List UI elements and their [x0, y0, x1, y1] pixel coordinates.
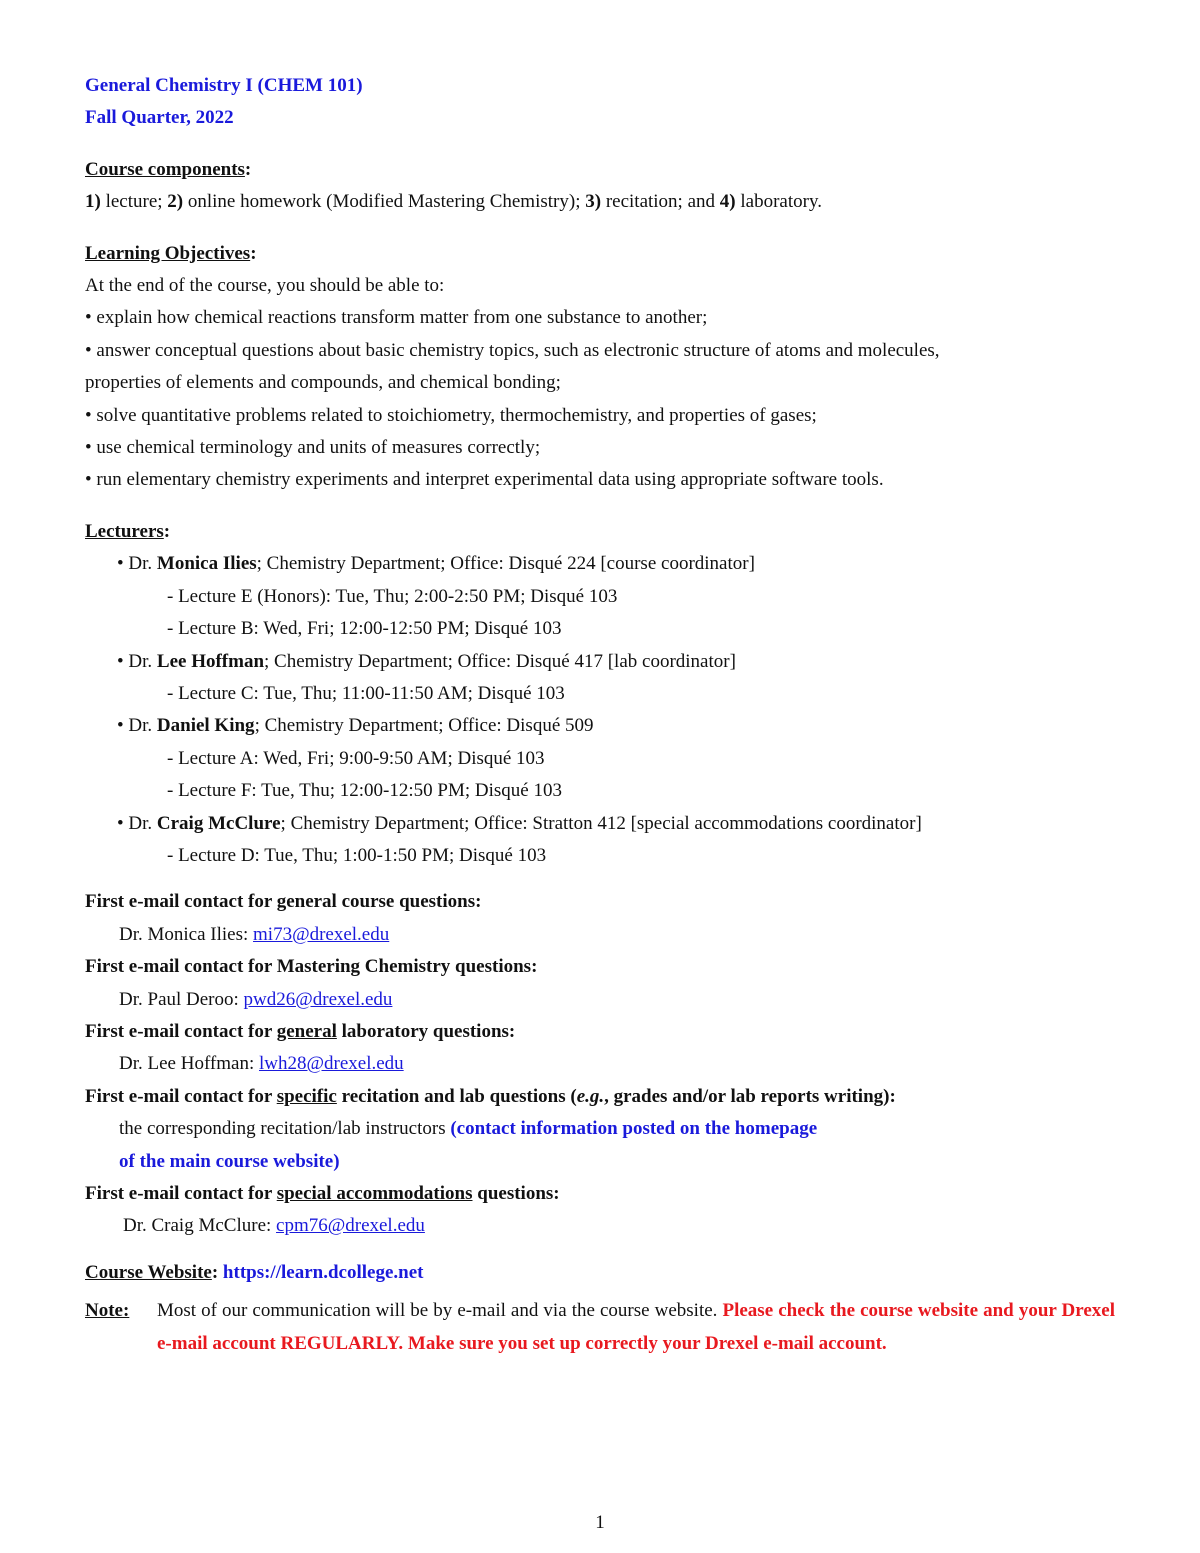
email-link-pwd26[interactable]: pwd26@drexel.edu	[243, 988, 393, 1010]
contact-recitation-heading: First e-mail contact for specific recitation and lab questions (e.g., grades and/or lab reports writing):	[85, 1085, 896, 1107]
note-text: Most of our communication will be by e-mail and via the course website. Please check the course website and your Drexel e-mail account REGULARLY. Make sure you set up correctly your Drexel e-mail account.	[157, 1300, 1115, 1354]
contact-accommodations: Dr. Craig McClure: cpm76@drexel.edu	[123, 1215, 425, 1237]
objective-item: • run elementary chemistry experiments and interpret experimental data using appropriate software tools.	[85, 469, 884, 491]
objective-item: • explain how chemical reactions transform matter from one substance to another;	[85, 307, 708, 329]
note-label: Note:	[85, 1300, 130, 1322]
lecture-section: - Lecture D: Tue, Thu; 1:00-1:50 PM; Disqué 103	[167, 844, 547, 866]
lecturer-name: Monica Ilies	[156, 553, 257, 575]
lecture-section: - Lecture F: Tue, Thu; 12:00-12:50 PM; Disqué 103	[167, 780, 562, 802]
course-website-link[interactable]: https://learn.dcollege.net	[222, 1261, 424, 1283]
email-link-mi73[interactable]: mi73@drexel.edu	[253, 923, 390, 945]
lecturer-entry: • Dr. Daniel King; Chemistry Department; Office: Disqué 509	[117, 715, 594, 737]
learning-objectives-heading: Learning Objectives:	[85, 242, 257, 264]
contact-mastering-heading: First e-mail contact for Mastering Chemistry questions:	[85, 956, 538, 978]
note-emphasis: Please check the course website and your Drexel e-mail account REGULARLY. Make sure you set up correctly your Drexel e-mail account.	[157, 1300, 1115, 1354]
email-link-cpm76[interactable]: cpm76@drexel.edu	[276, 1215, 425, 1237]
contact-lab: Dr. Lee Hoffman: lwh28@drexel.edu	[119, 1053, 404, 1075]
syllabus-page	[85, 70, 1120, 1360]
objectives-intro: At the end of the course, you should be able to:	[85, 275, 445, 297]
course-components-heading: Course components:	[85, 158, 252, 180]
contact-general: Dr. Monica Ilies: mi73@drexel.edu	[119, 923, 390, 945]
lecturers-heading: Lecturers:	[85, 520, 171, 542]
lecture-section: - Lecture E (Honors): Tue, Thu; 2:00-2:50 PM; Disqué 103	[167, 585, 618, 607]
note-block	[85, 1295, 1120, 1360]
email-link-lwh28[interactable]: lwh28@drexel.edu	[259, 1053, 404, 1075]
contact-lab-heading: First e-mail contact for general laboratory questions:	[85, 1020, 516, 1042]
objective-item-continued: properties of elements and compounds, and chemical bonding;	[85, 372, 561, 394]
contact-recitation: the corresponding recitation/lab instructors (contact information posted on the homepage	[119, 1118, 818, 1140]
lecture-section: - Lecture A: Wed, Fri; 9:00-9:50 AM; Disqué 103	[167, 747, 545, 769]
course-title: General Chemistry I (CHEM 101)	[85, 75, 363, 96]
lecture-section: - Lecture C: Tue, Thu; 11:00-11:50 AM; Disqué 103	[167, 682, 565, 704]
lecturer-entry: • Dr. Craig McClure; Chemistry Department; Office: Stratton 412 [special accommodations coordinator]	[117, 812, 922, 834]
contact-recitation-note: of the main course website)	[119, 1150, 340, 1172]
contact-mastering: Dr. Paul Deroo: pwd26@drexel.edu	[119, 988, 393, 1010]
objective-item: • solve quantitative problems related to stoichiometry, thermochemistry, and properties of gases;	[85, 404, 817, 426]
lecturer-name: Craig McClure	[156, 812, 281, 834]
page-number: 1	[595, 1512, 605, 1533]
objective-item: • answer conceptual questions about basic chemistry topics, such as electronic structure of atoms and molecules,	[85, 339, 940, 361]
lecturer-name: Lee Hoffman	[156, 650, 265, 672]
course-website: Course Website: https://learn.dcollege.net	[85, 1261, 424, 1283]
lecture-section: - Lecture B: Wed, Fri; 12:00-12:50 PM; Disqué 103	[167, 618, 562, 640]
lecturer-name: Daniel King	[156, 715, 255, 737]
course-term: Fall Quarter, 2022	[85, 107, 234, 129]
contact-accommodations-heading: First e-mail contact for special accommodations questions:	[85, 1183, 560, 1204]
course-components-list: 1) lecture; 2) online homework (Modified Mastering Chemistry); 3) recitation; and 4) laboratory.	[85, 191, 822, 213]
contact-general-heading: First e-mail contact for general course questions:	[85, 891, 482, 913]
lecturer-entry: • Dr. Lee Hoffman; Chemistry Department; Office: Disqué 417 [lab coordinator]	[117, 650, 736, 672]
lecturer-entry: • Dr. Monica Ilies; Chemistry Department; Office: Disqué 224 [course coordinator]	[117, 553, 755, 575]
objective-item: • use chemical terminology and units of measures correctly;	[85, 437, 541, 459]
